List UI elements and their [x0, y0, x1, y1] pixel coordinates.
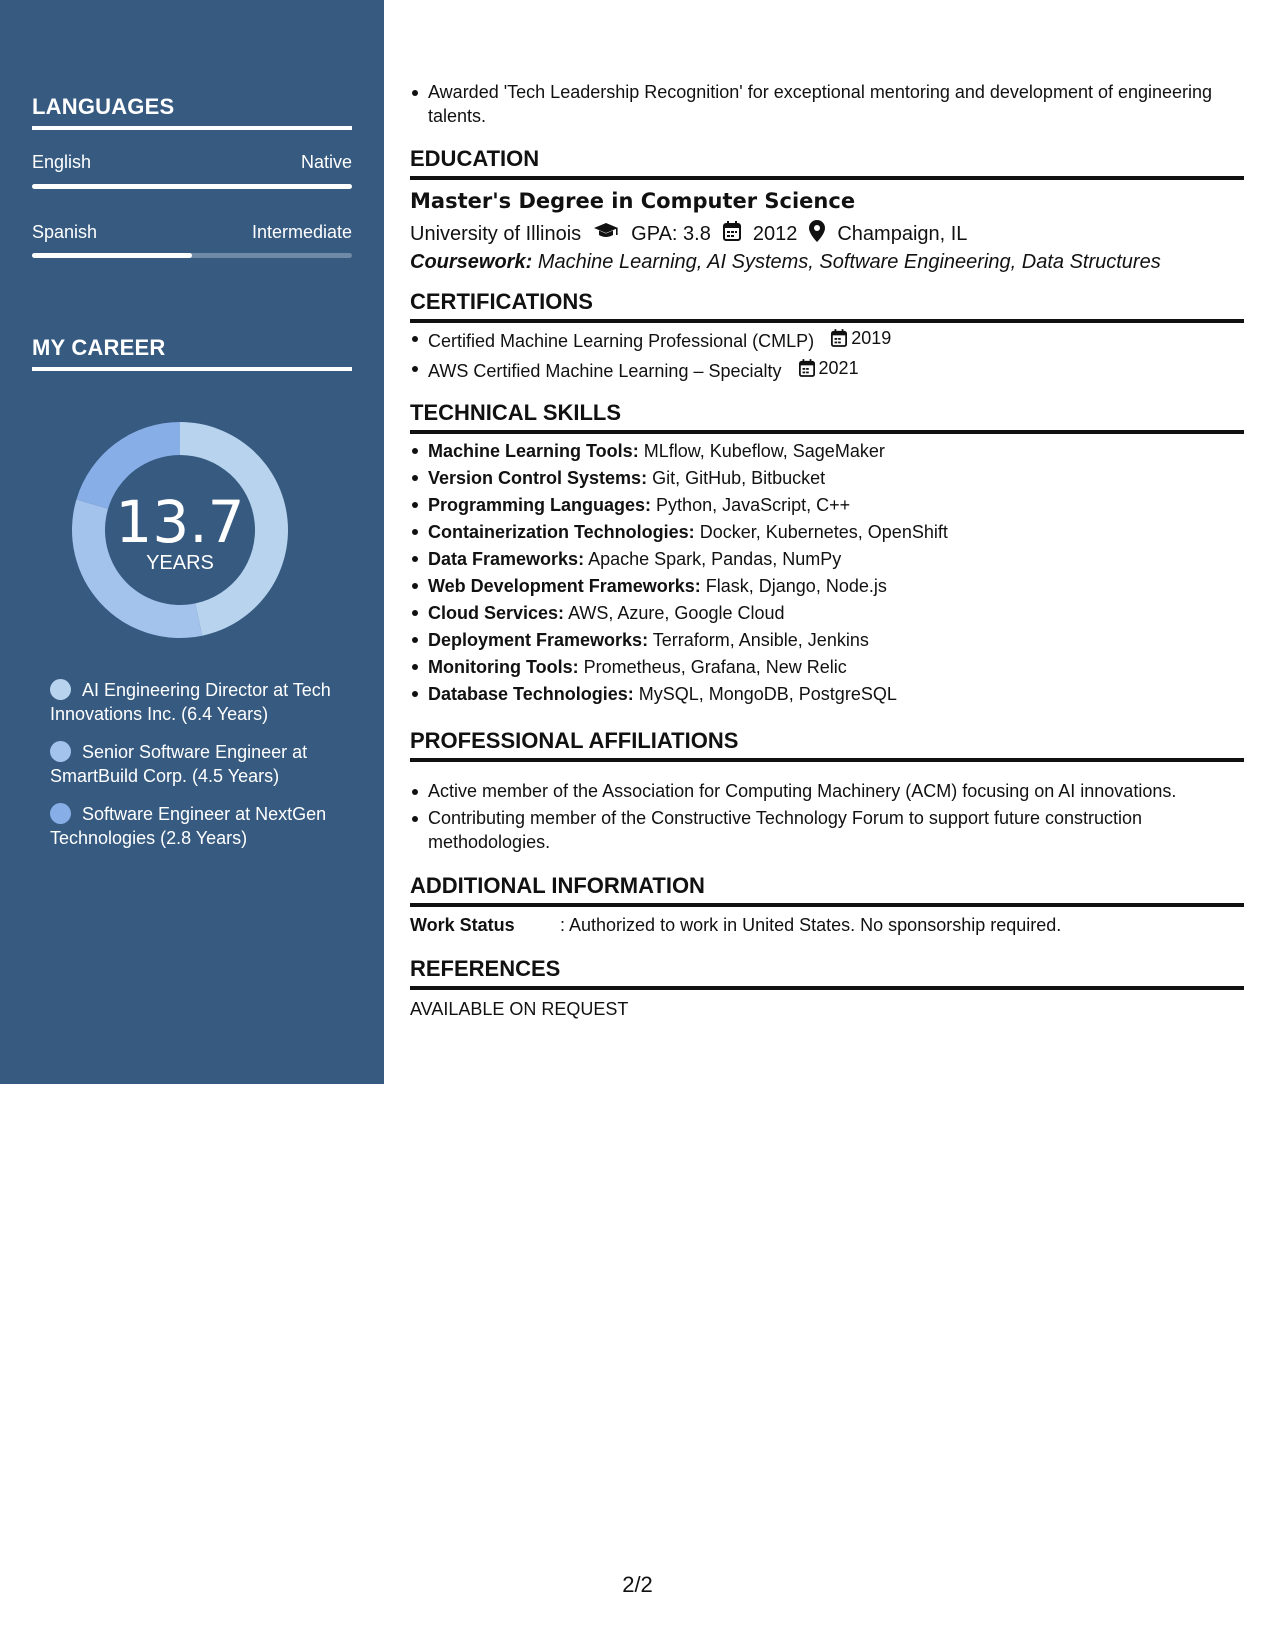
language-bar-fill: [32, 253, 192, 258]
location-pin-icon: [809, 220, 825, 248]
language-row-spanish: [32, 222, 352, 243]
certification-year: 2021: [818, 358, 859, 378]
skill-item: [410, 438, 1244, 465]
languages-heading: LANGUAGES: [32, 94, 352, 130]
coursework: [410, 251, 1161, 274]
certifications-heading: CERTIFICATIONS: [410, 289, 1244, 323]
skill-value: Apache Spark, Pandas, NumPy: [588, 549, 842, 569]
skill-label: Web Development Frameworks:: [428, 576, 701, 596]
legend-dot-icon: [50, 679, 71, 700]
work-status-value: : Authorized to work in United States. No sponsorship required.: [560, 915, 1062, 935]
career-legend-text: Software Engineer at NextGen Technologies (2.8 Years): [50, 804, 327, 848]
career-total-years: 13.7: [115, 488, 245, 556]
certifications-list: [410, 326, 1244, 386]
skill-item: [410, 627, 1244, 654]
affiliations-list: [410, 779, 1244, 857]
language-level: Native: [300, 152, 352, 172]
degree-title: Master's Degree in Computer Science: [410, 189, 856, 213]
career-legend-text: Senior Software Engineer at SmartBuild Corp. (4.5 Years): [50, 742, 308, 786]
language-row-english: [32, 152, 352, 173]
skill-value: Flask, Django, Node.js: [705, 576, 887, 596]
skill-item: [410, 465, 1244, 492]
affiliations-heading: PROFESSIONAL AFFILIATIONS: [410, 728, 1244, 762]
gpa: GPA: 3.8: [631, 222, 711, 245]
skill-value: Git, GitHub, Bitbucket: [652, 468, 826, 488]
school-name: University of Illinois: [410, 222, 582, 245]
skill-value: Prometheus, Grafana, New Relic: [583, 657, 847, 677]
skill-item: [410, 681, 1244, 708]
certification-item: [410, 356, 1244, 383]
graduation-year: 2012: [752, 222, 798, 245]
additional-info-heading: ADDITIONAL INFORMATION: [410, 873, 1244, 907]
career-heading: MY CAREER: [32, 335, 352, 371]
certification-year: 2019: [851, 328, 892, 348]
skill-value: Docker, Kubernetes, OpenShift: [699, 522, 948, 542]
skills-list: [410, 438, 1244, 708]
skill-value: Python, JavaScript, C++: [656, 495, 851, 515]
skill-label: Containerization Technologies:: [428, 522, 695, 542]
references-text: AVAILABLE ON REQUEST: [410, 999, 629, 1019]
career-legend-item: [50, 802, 340, 850]
skill-item: [410, 573, 1244, 600]
skill-item: [410, 546, 1244, 573]
legend-dot-icon: [50, 741, 71, 762]
affiliation-item: Contributing member of the Constructive Technology Forum to support future construction methodologies.: [410, 806, 1244, 854]
references-heading: REFERENCES: [410, 956, 1244, 990]
career-total-unit: YEARS: [146, 552, 214, 574]
graduation-cap-icon: [593, 222, 619, 246]
school-location: Champaign, IL: [837, 222, 968, 245]
language-bar-spanish: [32, 253, 352, 258]
calendar-icon: [723, 221, 741, 247]
skill-value: AWS, Azure, Google Cloud: [568, 603, 785, 623]
skill-label: Monitoring Tools:: [428, 657, 579, 677]
skill-value: Terraform, Ansible, Jenkins: [652, 630, 869, 650]
skill-label: Machine Learning Tools:: [428, 441, 639, 461]
language-name: English: [32, 152, 92, 172]
skill-label: Version Control Systems:: [428, 468, 648, 488]
work-status-label: Work Status: [410, 915, 515, 935]
skill-value: MySQL, MongoDB, PostgreSQL: [638, 684, 897, 704]
experience-bullet: Awarded 'Tech Leadership Recognition' for exceptional mentoring and development of engineering talents.: [410, 80, 1244, 128]
experience-bullets: [410, 80, 1244, 128]
skill-label: Data Frameworks:: [428, 549, 585, 569]
skill-label: Cloud Services:: [428, 603, 565, 623]
language-bar-english: [32, 184, 352, 189]
calendar-icon: [831, 329, 847, 347]
certification-name: Certified Machine Learning Professional (CMLP): [428, 331, 815, 351]
certification-name: AWS Certified Machine Learning – Specialty: [428, 361, 782, 381]
skill-label: Deployment Frameworks:: [428, 630, 649, 650]
career-legend-item: [50, 678, 340, 726]
skill-item: [410, 600, 1244, 627]
career-legend: [50, 678, 340, 864]
skill-item: [410, 492, 1244, 519]
language-bar-fill: [32, 184, 352, 189]
page-number: 2/2: [622, 1572, 653, 1597]
language-name: Spanish: [32, 222, 98, 242]
skill-item: [410, 519, 1244, 546]
skill-value: MLflow, Kubeflow, SageMaker: [643, 441, 885, 461]
coursework-list: Machine Learning, AI Systems, Software Engineering, Data Structures: [537, 251, 1161, 273]
certification-item: [410, 326, 1244, 353]
sidebar: [0, 0, 384, 1084]
career-legend-item: [50, 740, 340, 788]
skill-item: [410, 654, 1244, 681]
language-level: Intermediate: [251, 222, 352, 242]
affiliation-item: Active member of the Association for Computing Machinery (ACM) focusing on AI innovations.: [410, 779, 1244, 803]
skill-label: Database Technologies:: [428, 684, 634, 704]
career-donut-chart: [66, 416, 294, 644]
skills-heading: TECHNICAL SKILLS: [410, 400, 1244, 434]
skill-label: Programming Languages:: [428, 495, 652, 515]
coursework-label: Coursework:: [410, 251, 533, 273]
work-status-row: [410, 915, 1061, 936]
education-details: [410, 220, 967, 248]
career-legend-text: AI Engineering Director at Tech Innovations Inc. (6.4 Years): [50, 680, 331, 724]
education-heading: EDUCATION: [410, 146, 1244, 180]
legend-dot-icon: [50, 803, 71, 824]
calendar-icon: [799, 359, 815, 377]
